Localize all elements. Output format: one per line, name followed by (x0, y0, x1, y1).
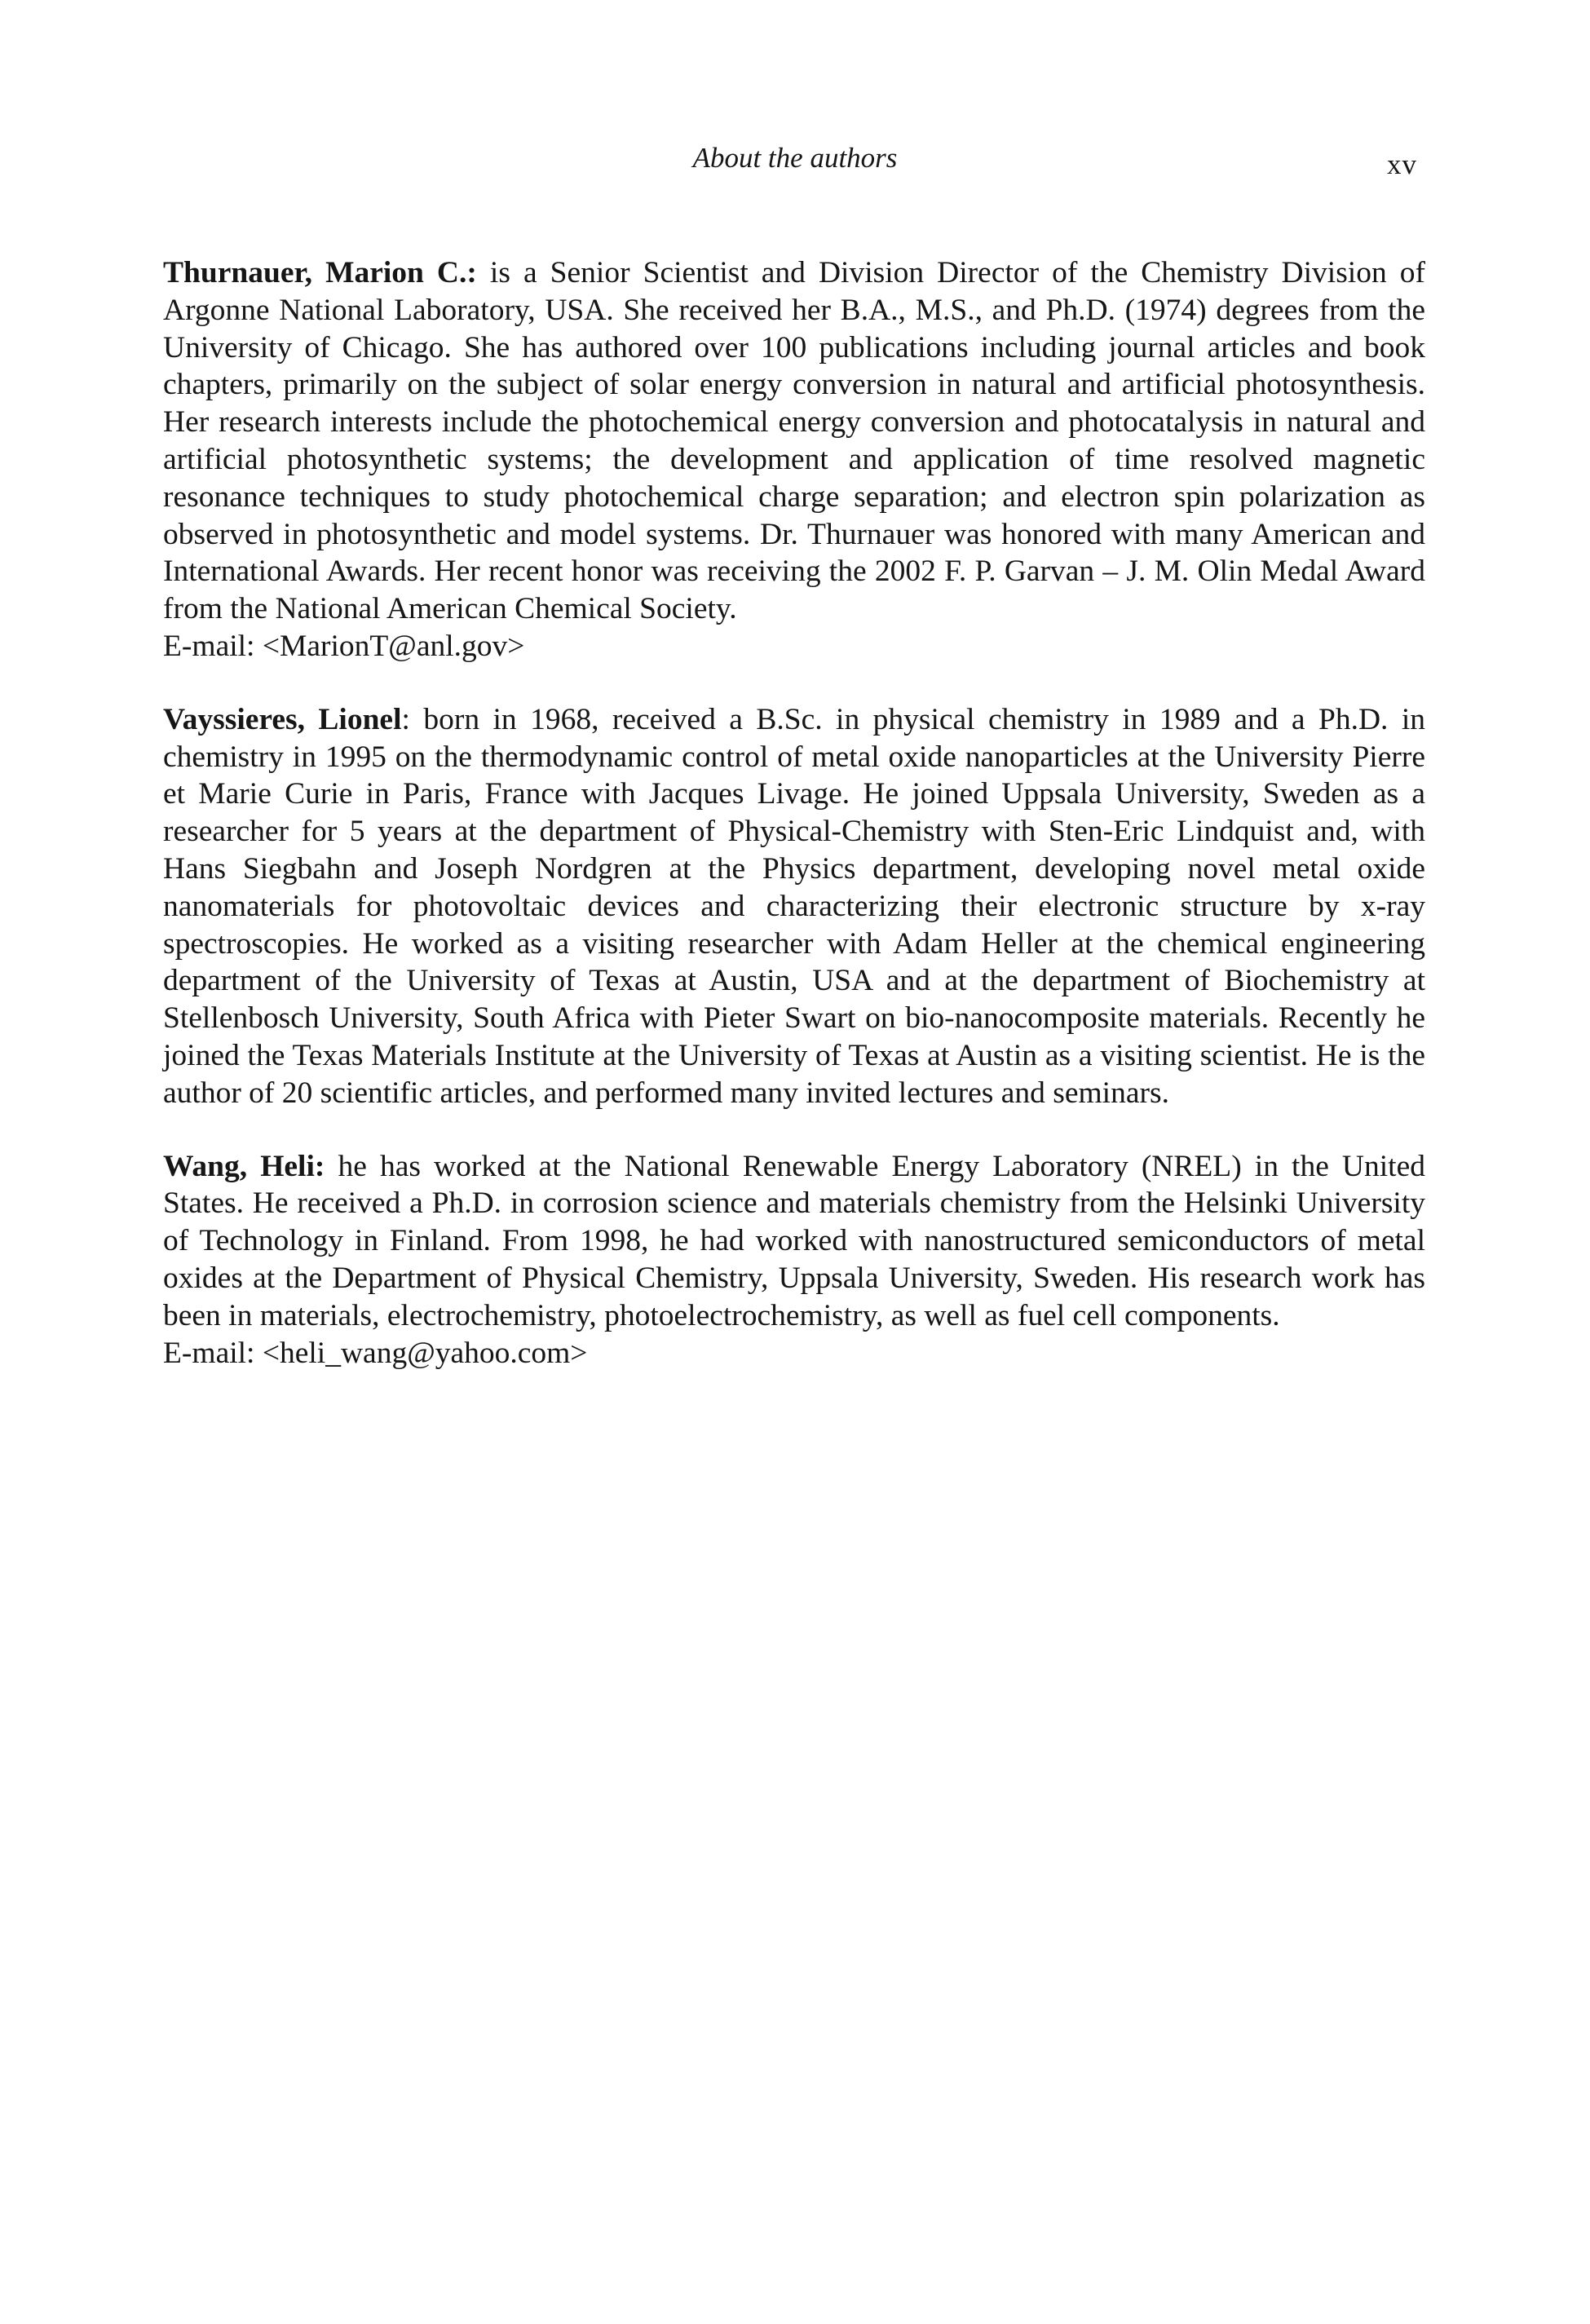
author-paragraph (163, 1148, 1425, 1335)
author-name: Wang, Heli: (163, 1149, 325, 1183)
author-entry-thurnauer (163, 254, 1425, 665)
page-number: xv (1387, 148, 1417, 180)
author-bio: is a Senior Scientist and Division Director of the Chemistry Division of Argonne National Laboratory, USA. She received her B.A., M.S., and Ph.D. (1974) degrees from the University of Chicago. She has authored over 100 publications including journal articles and book chapters, primarily on the subject of solar energy conversion in natural and artificial photosynthesis. Her research interests include the photochemical energy conversion and photocatalysis in natural and artificial photosynthetic systems; the development and application of time resolved magnetic resonance techniques to study photochemical charge separation; and electron spin polarization as observed in photosynthetic and model systems. Dr. Thurnauer was honored with many American and International Awards. Her recent honor was receiving the 2002 F. P. Garvan – J. M. Olin Medal Award from the National American Chemical Society. (163, 256, 1426, 626)
running-head: About the authors (692, 142, 898, 174)
author-paragraph (163, 254, 1425, 628)
author-email: E-mail: <MarionT@anl.gov> (163, 629, 525, 663)
author-entry-wang (163, 1148, 1425, 1372)
author-bio: he has worked at the National Renewable Energy Laboratory (NREL) in the United States. He received a Ph.D. in corrosion science and materials chemistry from the Helsinki University of Technology in Finland. From 1998, he had worked with nanostructured semiconductors of metal oxides at the Department of Physical Chemistry, Uppsala University, Sweden. His research work has been in materials, electrochemistry, photoelectrochemistry, as well as fuel cell components. (163, 1149, 1425, 1332)
author-name: Thurnauer, Marion C.: (163, 256, 477, 289)
author-entry-vayssieres (163, 701, 1425, 1112)
author-entries (163, 254, 1425, 1407)
author-bio: : born in 1968, received a B.Sc. in physical chemistry in 1989 and a Ph.D. in chemistry in 1995 on the thermodynamic control of metal oxide nanoparticles at the University Pierre et Marie Curie in Paris, France with Jacques Livage. He joined Uppsala University, Sweden as a researcher for 5 years at the department of Physical-Chemistry with Sten-Eric Lindquist and, with Hans Siegbahn and Joseph Nordgren at the Physics department, developing novel metal oxide nanomaterials for photovoltaic devices and characterizing their electronic structure by x-ray spectroscopies. He worked as a visiting researcher with Adam Heller at the chemical engineering department of the University of Texas at Austin, USA and at the department of Biochemistry at Stellenbosch University, South Africa with Pieter Swart on bio-nanocomposite materials. Recently he joined the Texas Materials Institute at the University of Texas at Austin as a visiting scientist. He is the author of 20 scientific articles, and performed many invited lectures and seminars. (163, 702, 1425, 1110)
author-paragraph (163, 701, 1425, 1112)
author-email: E-mail: <heli_wang@yahoo.com> (163, 1336, 588, 1370)
author-name: Vayssieres, Lionel (163, 702, 402, 736)
